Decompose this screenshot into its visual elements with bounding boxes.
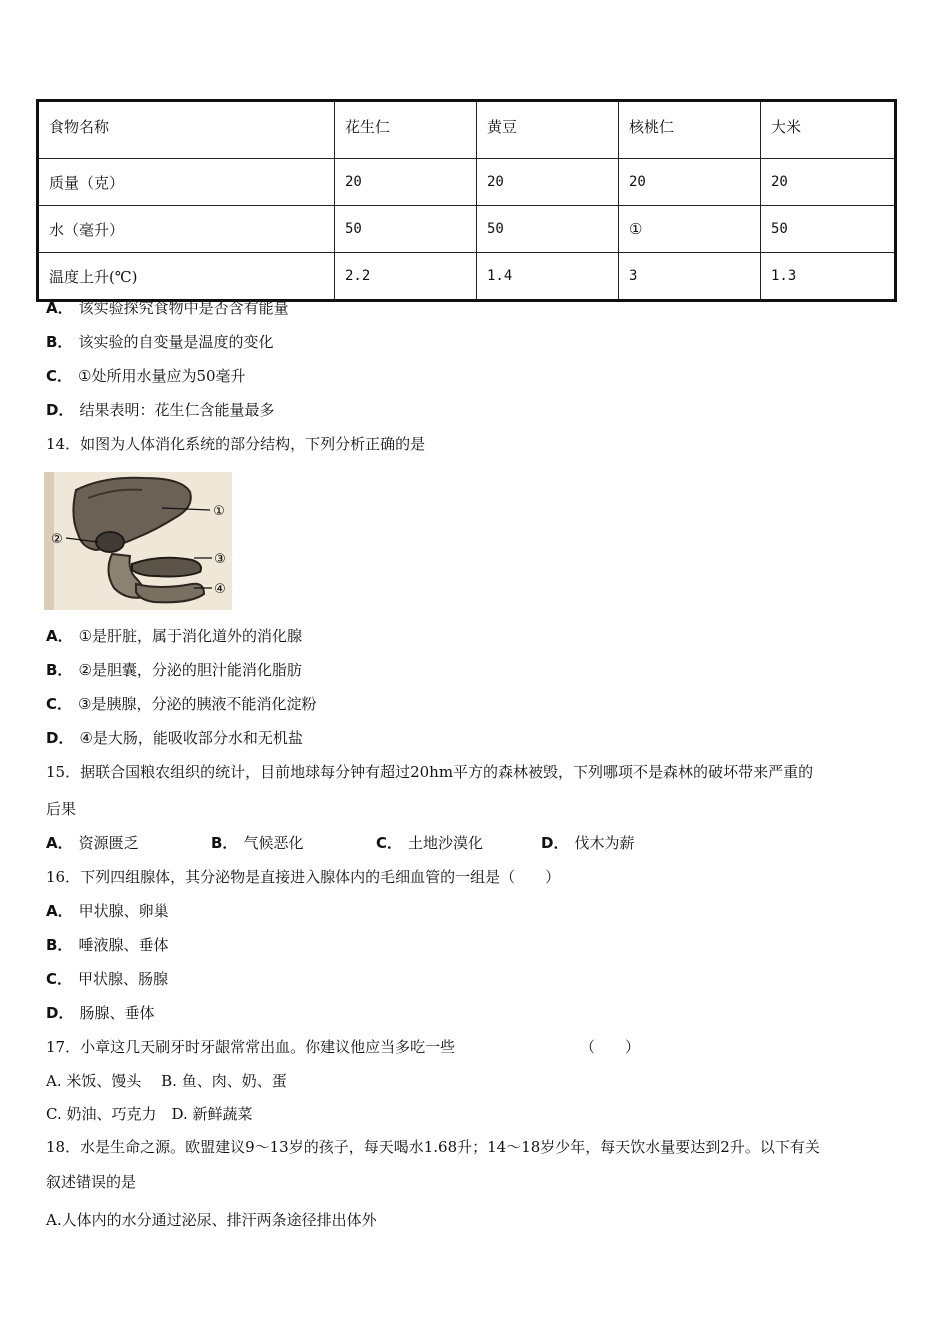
- figure-marker-3: ③: [214, 552, 226, 567]
- q14-option-d: [46, 728, 303, 748]
- option-label: C．: [46, 970, 73, 988]
- q17-options-line1: A. 米饭、馒头 B. 鱼、肉、奶、蛋: [46, 1072, 287, 1090]
- option-label: B．: [211, 834, 238, 852]
- figure-marker-2: ②: [51, 532, 63, 547]
- q18-stem-line2: 叙述错误的是: [46, 1173, 137, 1191]
- option-label: D．: [46, 729, 74, 747]
- table-cell: 温度上升(℃): [38, 253, 335, 301]
- q14-stem: 14．如图为人体消化系统的部分结构，下列分析正确的是: [46, 435, 426, 453]
- option-text: 甲状腺、卵巢: [78, 902, 169, 920]
- option-text: 甲状腺、肠腺: [78, 970, 169, 988]
- table-cell: 3: [619, 253, 761, 301]
- table-cell: 1.4: [477, 253, 619, 301]
- q17-options-line2: C. 奶油、巧克力 D. 新鲜蔬菜: [46, 1105, 253, 1123]
- q17-answer-blank: （ ）: [580, 1038, 641, 1056]
- q16-option-b: [46, 935, 168, 955]
- option-label: D．: [46, 1004, 74, 1022]
- table-row: [38, 206, 896, 253]
- option-label: D．: [541, 834, 569, 852]
- table-cell: 1.3: [761, 253, 896, 301]
- option-label: A．: [46, 902, 73, 920]
- option-text: 土地沙漠化: [408, 834, 484, 852]
- q16-option-a: [46, 901, 169, 921]
- figure-marker-4: ④: [214, 582, 226, 597]
- option-label: A．: [46, 299, 73, 317]
- option-text: 伐木为薪: [574, 834, 635, 852]
- option-text: ②是胆囊，分泌的胆汁能消化脂肪: [78, 661, 302, 679]
- option-text: 气候恶化: [243, 834, 304, 852]
- option-label: A．: [46, 627, 73, 645]
- q18-stem-line1: 18．水是生命之源。欧盟建议9～13岁的孩子，每天喝水1.68升；14～18岁少年，每天饮水量要达到2升。以下有关: [46, 1138, 820, 1156]
- option-text: 肠腺、垂体: [79, 1004, 155, 1022]
- q18-option-a: A.人体内的水分通过泌尿、排汗两条途径排出体外: [46, 1211, 377, 1229]
- q13-option-b: [46, 332, 273, 352]
- food-energy-table: [36, 99, 897, 302]
- option-text: 结果表明：花生仁含能量最多: [79, 401, 275, 419]
- table-cell: 20: [619, 159, 761, 206]
- table-cell: 质量（克）: [38, 159, 335, 206]
- table-cell: 20: [477, 159, 619, 206]
- q15-option-d: [541, 833, 634, 853]
- table-cell: 核桃仁: [619, 101, 761, 159]
- option-label: C．: [376, 834, 403, 852]
- option-text: 该实验探究食物中是否含有能量: [78, 299, 289, 317]
- option-label: D．: [46, 401, 74, 419]
- table-cell: 2.2: [335, 253, 477, 301]
- table-row: [38, 253, 896, 301]
- option-label: A．: [46, 834, 73, 852]
- q15-stem-line1: 15．据联合国粮农组织的统计，目前地球每分钟有超过20hm平方的森林被毁，下列哪项不是森林的破坏带来严重的: [46, 763, 814, 781]
- q15-options: [46, 833, 634, 853]
- option-label: C．: [46, 695, 73, 713]
- table-row: [38, 101, 896, 159]
- option-text: ①是肝脏，属于消化道外的消化腺: [78, 627, 303, 645]
- option-text: ④是大肠，能吸收部分水和无机盐: [79, 729, 303, 747]
- option-label: B．: [46, 936, 73, 954]
- table-cell: 50: [761, 206, 896, 253]
- option-label: B．: [46, 333, 73, 351]
- digestive-system-figure: [44, 472, 232, 610]
- q15-option-b: [211, 833, 376, 853]
- q15-option-c: [376, 833, 541, 853]
- table-cell: ①: [619, 206, 761, 253]
- q16-stem: 16．下列四组腺体，其分泌物是直接进入腺体内的毛细血管的一组是（ ）: [46, 868, 561, 886]
- figure-marker-1: ①: [213, 504, 225, 519]
- q13-option-c: [46, 366, 246, 386]
- option-text: 该实验的自变量是温度的变化: [78, 333, 274, 351]
- q15-stem-line2: 后果: [46, 800, 77, 818]
- table-cell: 花生仁: [335, 101, 477, 159]
- q15-option-a: [46, 833, 211, 853]
- q16-option-c: [46, 969, 168, 989]
- table-cell: 50: [335, 206, 477, 253]
- table-cell: 大米: [761, 101, 896, 159]
- table-cell: 黄豆: [477, 101, 619, 159]
- q17-stem: 17．小章这几天刷牙时牙龈常常出血。你建议他应当多吃一些: [46, 1038, 456, 1056]
- q13-option-a: [46, 298, 289, 318]
- q14-option-b: [46, 660, 302, 680]
- q14-option-a: [46, 626, 302, 646]
- option-text: 资源匮乏: [78, 834, 139, 852]
- option-label: C．: [46, 367, 73, 385]
- q17-stem-line: [46, 1037, 641, 1057]
- option-label: B．: [46, 661, 73, 679]
- option-text: ③是胰腺，分泌的胰液不能消化淀粉: [78, 695, 317, 713]
- option-text: ①处所用水量应为50毫升: [78, 367, 246, 385]
- q13-option-d: [46, 400, 274, 420]
- table-row: [38, 159, 896, 206]
- option-text: 唾液腺、垂体: [78, 936, 169, 954]
- q16-option-d: [46, 1003, 154, 1023]
- table-cell: 50: [477, 206, 619, 253]
- table-cell: 20: [761, 159, 896, 206]
- table-cell: 20: [335, 159, 477, 206]
- table-cell: 水（毫升）: [38, 206, 335, 253]
- q14-option-c: [46, 694, 316, 714]
- table-cell: 食物名称: [38, 101, 335, 159]
